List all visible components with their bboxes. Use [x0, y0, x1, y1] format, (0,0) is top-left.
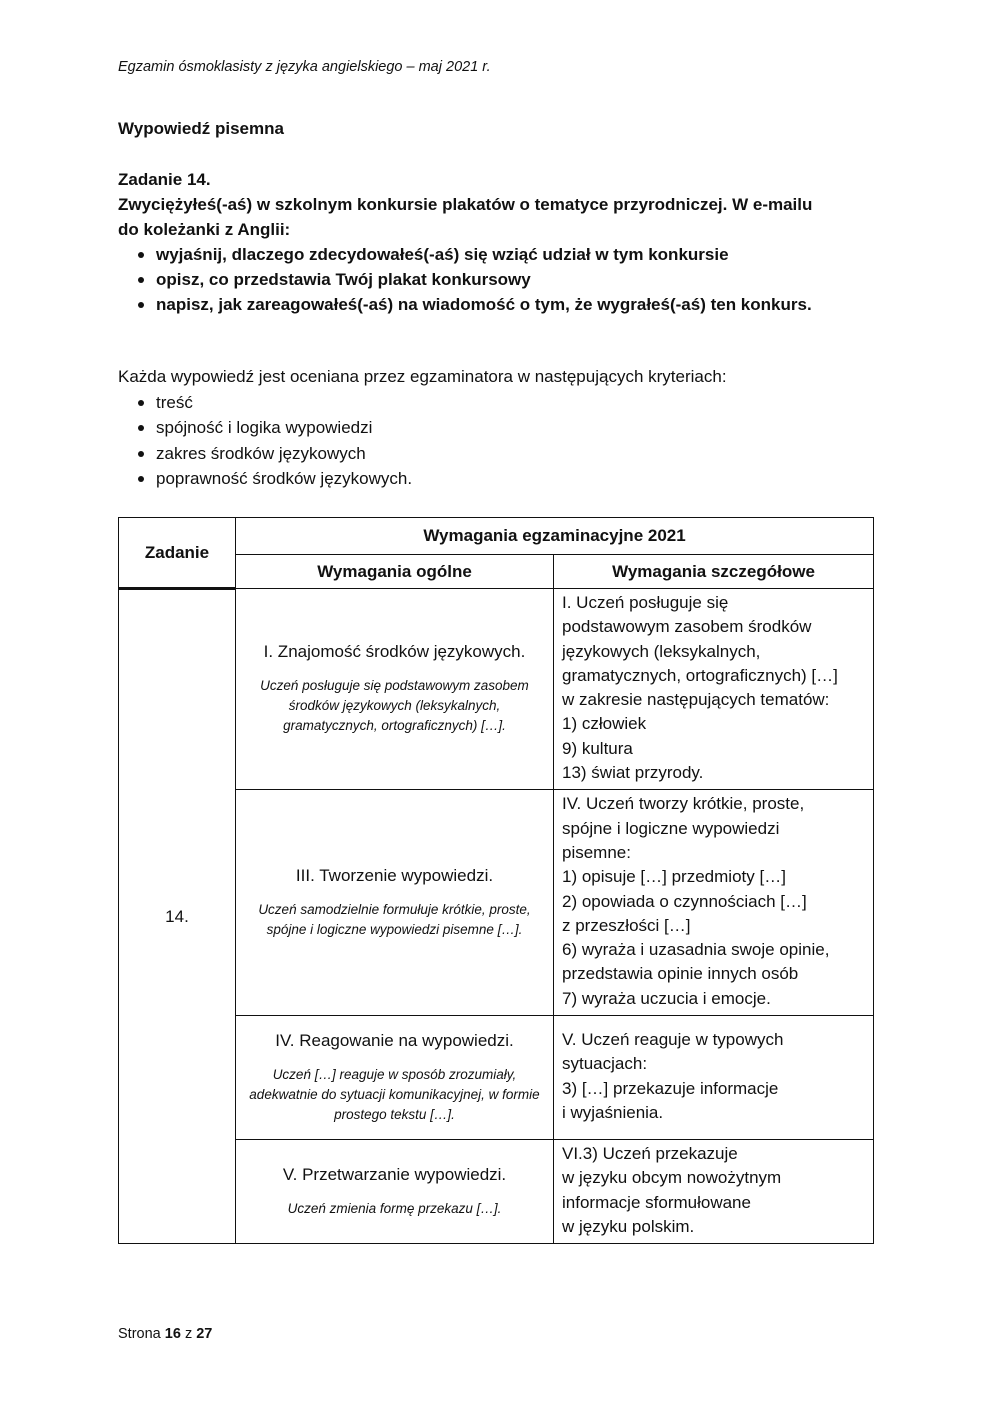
- page-current: 16: [164, 1326, 181, 1342]
- detailed-line: językowych (leksykalnych,: [562, 641, 761, 661]
- general-desc: Uczeń posługuje się podstawowym zasobem środków językowych (leksykalnych, gramatycznych, ortograficznych) […].: [260, 678, 529, 734]
- detailed-line: pisemne:: [562, 842, 631, 862]
- detailed-line: 6) wyraża i uzasadnia swoje opinie,: [562, 940, 830, 960]
- detailed-cell: [554, 589, 874, 790]
- page-total: 27: [196, 1326, 213, 1342]
- running-header: Egzamin ósmoklasisty z języka angielskiego – maj 2021 r.: [118, 59, 491, 75]
- detailed-line: informacje sformułowane: [562, 1192, 751, 1212]
- general-title: III. Tworzenie wypowiedzi.: [295, 865, 494, 885]
- detailed-line: w języku polskim.: [562, 1216, 695, 1236]
- general-title: IV. Reagowanie na wypowiedzi.: [275, 1030, 514, 1050]
- table-row: [119, 589, 874, 790]
- detailed-line: spójne i logiczne wypowiedzi: [562, 818, 780, 838]
- detailed-line: 7) wyraża uczucia i emocje.: [562, 988, 771, 1008]
- task-number: Zadanie 14.: [118, 170, 211, 189]
- header-detailed: Wymagania szczegółowe: [554, 555, 874, 589]
- task-bullet: opisz, co przedstawia Twój plakat konkursowy: [156, 267, 888, 292]
- detailed-line: i wyjaśnienia.: [562, 1102, 664, 1122]
- detailed-line: przedstawia opinie innych osób: [562, 964, 799, 984]
- criteria-item: spójność i logika wypowiedzi: [156, 415, 727, 441]
- task-number-cell: 14.: [119, 589, 236, 1244]
- page-prefix: Strona: [118, 1326, 161, 1342]
- task-block: [118, 167, 888, 317]
- page-separator: z: [184, 1326, 193, 1342]
- general-desc: Uczeń samodzielnie formułuje krótkie, proste, spójne i logiczne wypowiedzi pisemne […].: [258, 901, 531, 937]
- criteria-item: zakres środków językowych: [156, 441, 727, 467]
- general-title: I. Znajomość środków językowych.: [263, 642, 526, 662]
- general-desc: Uczeń zmienia formę przekazu […].: [287, 1200, 502, 1216]
- task-bullet: napisz, jak zareagowałeś(-aś) na wiadomość o tym, że wygrałeś(-aś) ten konkurs.: [156, 292, 888, 317]
- criteria-intro: Każda wypowiedź jest oceniana przez egzaminatora w następujących kryteriach:: [118, 367, 727, 386]
- header-task: Zadanie: [119, 518, 236, 589]
- detailed-line: VI.3) Uczeń przekazuje: [562, 1144, 738, 1164]
- header-general: Wymagania ogólne: [236, 555, 554, 589]
- section-title: Wypowiedź pisemna: [118, 119, 284, 138]
- header-requirements-group: Wymagania egzaminacyjne 2021: [236, 518, 874, 555]
- general-cell: [236, 1140, 554, 1244]
- detailed-line: sytuacjach:: [562, 1054, 648, 1074]
- detailed-line: gramatycznych, ortograficznych) […]: [562, 665, 838, 685]
- task-instruction-line-2: do koleżanki z Anglii:: [118, 220, 291, 239]
- criteria-item: poprawność środków językowych.: [156, 466, 727, 492]
- detailed-line: w języku obcym nowożytnym: [562, 1168, 782, 1188]
- detailed-line: 9) kultura: [562, 738, 633, 758]
- detailed-cell: [554, 790, 874, 1016]
- criteria-item: treść: [156, 390, 727, 416]
- task-instruction-line-1: Zwyciężyłeś(-aś) w szkolnym konkursie plakatów o tematyce przyrodniczej. W e-mailu: [118, 195, 813, 214]
- detailed-line: w zakresie następujących tematów:: [562, 690, 830, 710]
- general-cell: [236, 1016, 554, 1140]
- criteria-list: [118, 390, 727, 492]
- general-desc: Uczeń […] reaguje w sposób zrozumiały, adekwatnie do sytuacji komunikacyjnej, w formie prostego tekstu […].: [249, 1066, 540, 1122]
- detailed-line: 13) świat przyrody.: [562, 763, 704, 783]
- criteria-block: [118, 364, 727, 492]
- page-footer: [118, 1326, 212, 1342]
- detailed-cell: [554, 1016, 874, 1140]
- detailed-line: z przeszłości […]: [562, 915, 691, 935]
- detailed-line: 1) człowiek: [562, 714, 647, 734]
- detailed-line: 2) opowiada o czynnościach […]: [562, 891, 807, 911]
- detailed-cell: [554, 1140, 874, 1244]
- task-bullet: wyjaśnij, dlaczego zdecydowałeś(-aś) się wziąć udział w tym konkursie: [156, 242, 888, 267]
- general-cell: [236, 589, 554, 790]
- detailed-line: 3) […] przekazuje informacje: [562, 1078, 779, 1098]
- detailed-line: podstawowym zasobem środków: [562, 617, 812, 637]
- detailed-line: IV. Uczeń tworzy krótkie, proste,: [562, 794, 805, 814]
- general-title: V. Przetwarzanie wypowiedzi.: [282, 1164, 507, 1184]
- requirements-table: [118, 517, 874, 1244]
- general-cell: [236, 790, 554, 1016]
- detailed-line: 1) opisuje […] przedmioty […]: [562, 867, 786, 887]
- detailed-line: V. Uczeń reaguje w typowych: [562, 1029, 784, 1049]
- task-bullets: [118, 242, 888, 317]
- detailed-line: I. Uczeń posługuje się: [562, 593, 729, 612]
